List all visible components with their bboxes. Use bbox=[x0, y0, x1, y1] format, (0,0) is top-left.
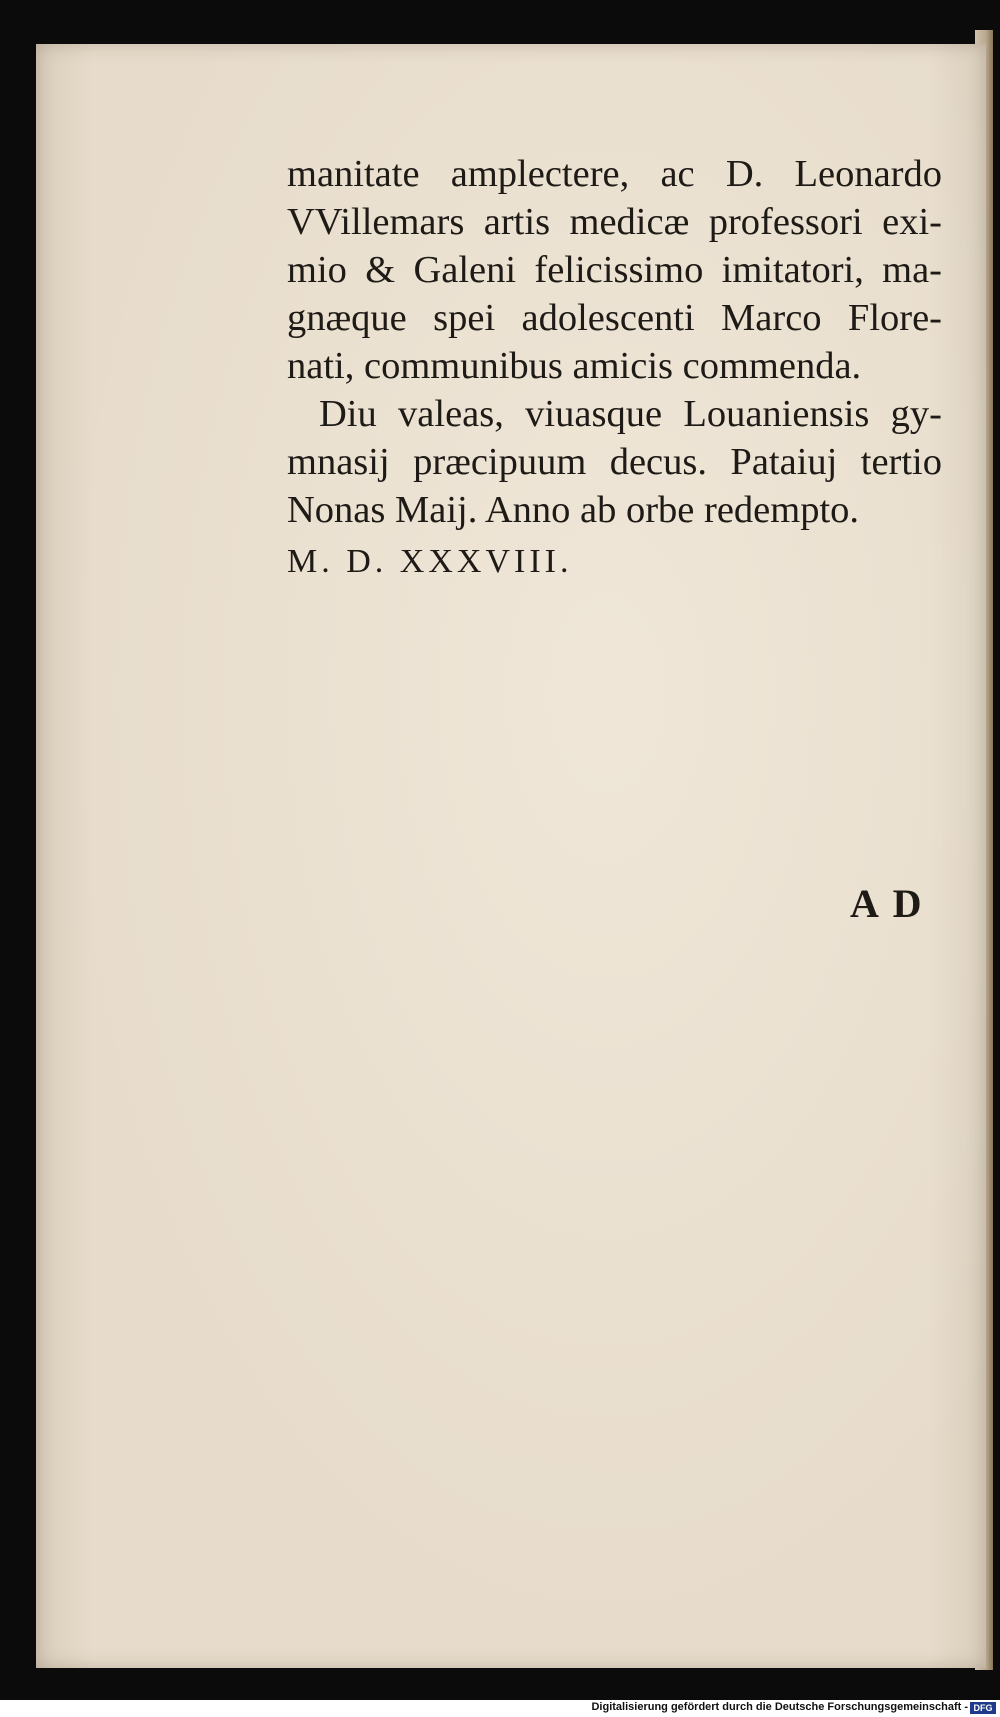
text-line: Nonas Maij. Anno ab orbe redempto. bbox=[287, 489, 860, 531]
text-line: manitate amplectere, ac D. Leonardo bbox=[287, 153, 942, 195]
text-line: VVillemars artis medicæ professori exi- bbox=[287, 201, 942, 243]
footer-credit: Digitalisierung gefördert durch die Deutsche Forschungsgemeinschaft - bbox=[591, 1701, 968, 1713]
date-line: M. D. XXXVIII. bbox=[287, 543, 573, 580]
text-line: gnæque spei adolescenti Marco Flore- bbox=[287, 297, 942, 339]
text-line: Diu valeas, viuasque Louaniensis gy- bbox=[319, 393, 942, 435]
dfg-logo: DFG bbox=[970, 1702, 996, 1714]
text-line: mio & Galeni felicissimo imitatori, ma- bbox=[287, 249, 942, 291]
body-text bbox=[287, 150, 942, 586]
text-line: mnasij præcipuum decus. Pataiuj tertio bbox=[287, 441, 942, 483]
text-line: nati, communibus amicis commenda. bbox=[287, 345, 862, 387]
catchword: A D bbox=[850, 881, 925, 926]
